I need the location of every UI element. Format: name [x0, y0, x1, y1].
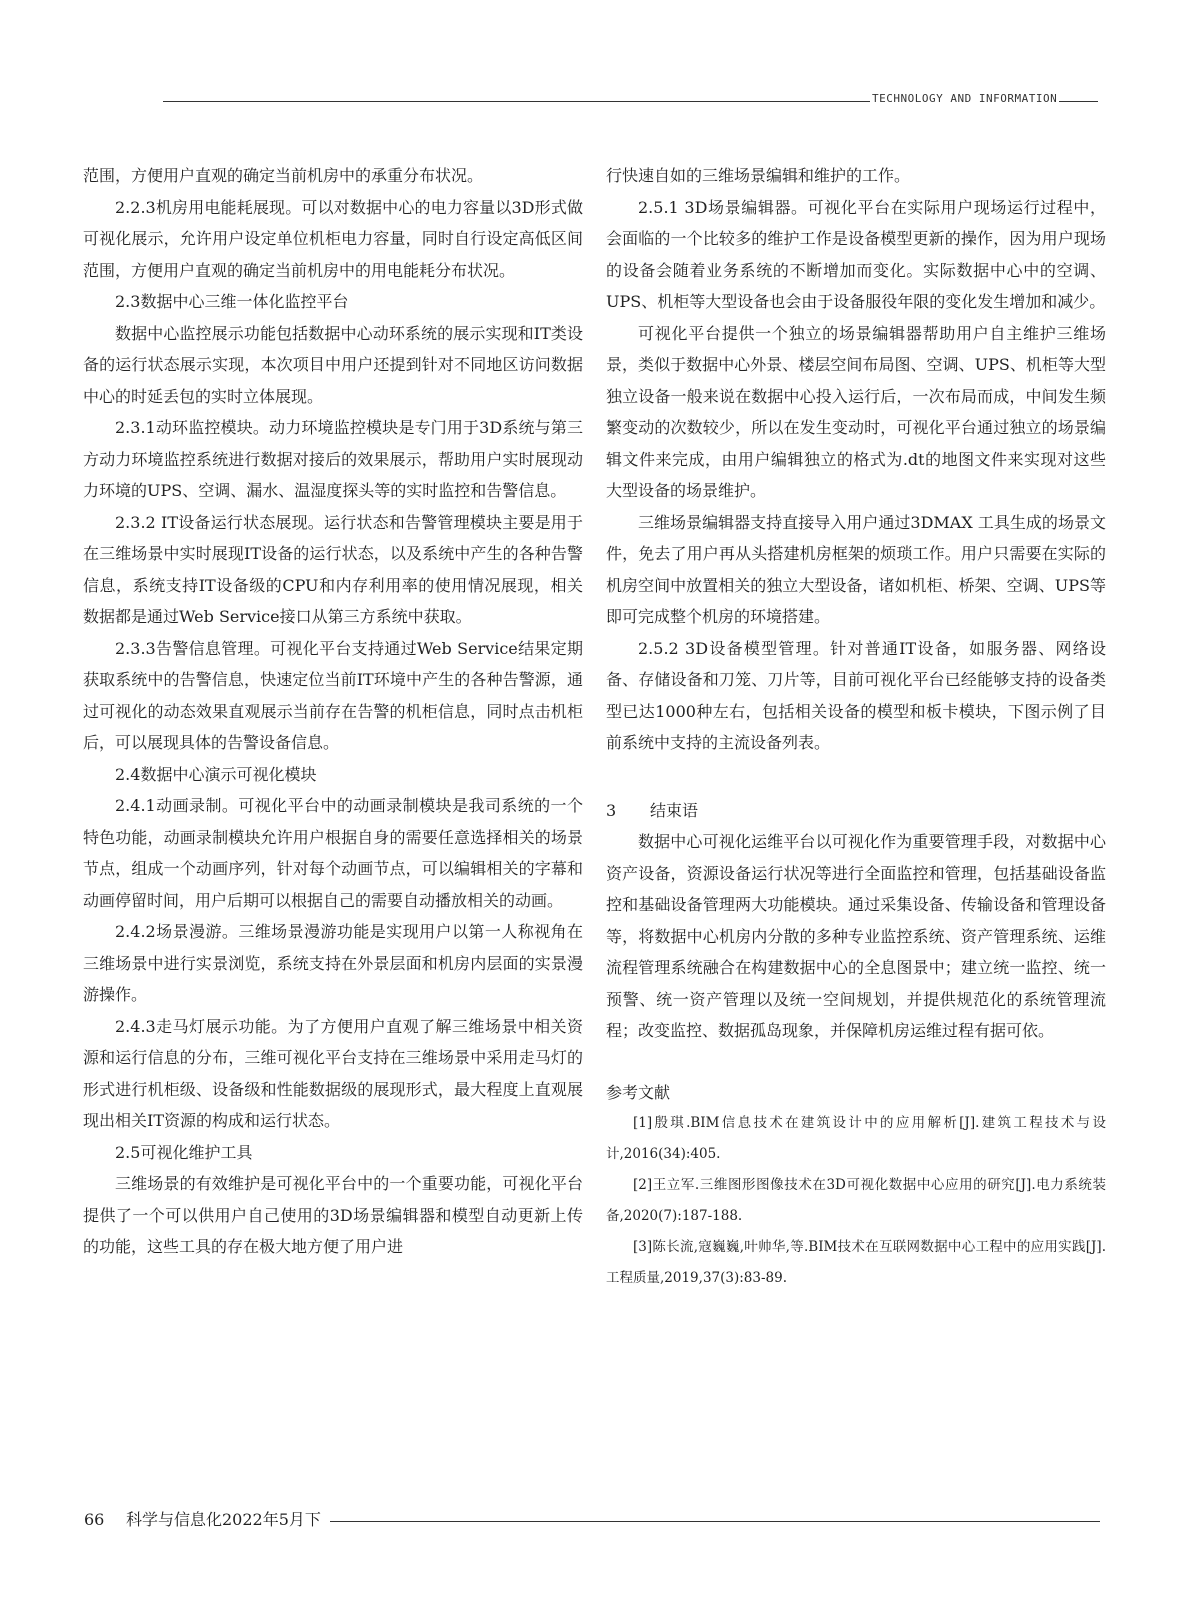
page-footer — [84, 1507, 321, 1530]
reference-item: [2]王立军.三维图形图像技术在3D可视化数据中心应用的研究[J].电力系统装备,2020(7):187-188. — [606, 1177, 1106, 1224]
right-column — [606, 160, 1106, 1294]
paragraph: 可视化平台提供一个独立的场景编辑器帮助用户自主维护三维场景，类似于数据中心外景、楼层空间布局图、空调、UPS、机柜等大型独立设备一般来说在数据中心投入运行后，一次布局而成，中间发生频繁变动的次数较少，所以在发生变动时，可视化平台通过独立的场景编辑文件来完成，由用户编辑独立的格式为.dt的地图文件来实现对这些大型设备的场景维护。 — [606, 323, 1106, 500]
conclusion-paragraph: 数据中心可视化运维平台以可视化作为重要管理手段，对数据中心资产设备，资源设备运行状况等进行全面监控和管理，包括基础设备监控和基础设备管理两大功能模块。通过采集设备、传输设备和管理设备等，将数据中心机房内分散的多种专业监控系统、资产管理系统、运维流程管理系统融合在构建数据中心的全息图景中；建立统一监控、统一预警、统一资产管理以及统一空间规划，并提供规范化的系统管理流程；改变监控、数据孤岛现象，并保障机房运维过程有据可依。 — [606, 832, 1106, 1040]
left-column — [83, 160, 583, 1263]
section-number: 3 — [606, 800, 617, 820]
paragraph: 三维场景的有效维护是可视化平台中的一个重要功能，可视化平台提供了一个可以供用户自己使用的3D场景编辑器和模型自动更新上传的功能，这些工具的存在极大地方便了用户进 — [83, 1174, 583, 1256]
paragraph: 三维场景编辑器支持直接导入用户通过3DMAX 工具生成的场景文件，免去了用户再从头搭建机房框架的烦琐工作。用户只需要在实际的机房空间中放置相关的独立大型设备，诸如机柜、桥架、空调、UPS等即可完成整个机房的环境搭建。 — [606, 512, 1106, 626]
reference-list — [606, 1108, 1106, 1294]
section-heading: 2.3数据中心三维一体化监控平台 — [115, 292, 349, 311]
footer-rule — [330, 1521, 1100, 1522]
paragraph: 2.5.2 3D设备模型管理。针对普通IT设备，如服务器、网络设备、存储设备和刀笼、刀片等，目前可视化平台已经能够支持的设备类型已达1000种左右，包括相关设备的模型和板卡模块，下图示例了目前系统中支持的主流设备列表。 — [606, 638, 1106, 752]
reference-item: [1]殷琪.BIM信息技术在建筑设计中的应用解析[J].建筑工程技术与设计,2016(34):405. — [606, 1115, 1106, 1162]
spacer — [606, 759, 1106, 795]
paragraph: 行快速自如的三维场景编辑和维护的工作。 — [606, 166, 911, 185]
paragraph: 2.3.3告警信息管理。可视化平台支持通过Web Service结果定期获取系统中的告警信息，快速定位当前IT环境中产生的各种告警源，通过可视化的动态效果直观展示当前存在告警的机柜信息，同时点击机柜后，可以展现具体的告警设备信息。 — [83, 638, 583, 752]
paragraph: 2.3.1动环监控模块。动力环境监控模块是专门用于3D系统与第三方动力环境监控系统进行数据对接后的效果展示，帮助用户实时展现动力环境的UPS、空调、漏水、温湿度探头等的实时监控和告警信息。 — [83, 418, 583, 500]
paragraph: 2.5.1 3D场景编辑器。可视化平台在实际用户现场运行过程中，会面临的一个比较多的维护工作是设备模型更新的操作，因为用户现场的设备会随着业务系统的不断增加而变化。实际数据中心中的空调、UPS、机柜等大型设备也会由于设备服役年限的变化发生增加和减少。 — [606, 197, 1106, 311]
section-heading: 2.4数据中心演示可视化模块 — [115, 764, 317, 784]
section-heading: 2.5可视化维护工具 — [115, 1142, 253, 1162]
section-title: 结束语 — [650, 800, 699, 820]
paragraph: 2.4.1动画录制。可视化平台中的动画录制模块是我司系统的一个特色功能，动画录制模块允许用户根据自身的需要任意选择相关的场景节点，组成一个动画序列，针对每个动画节点，可以编辑相关的字幕和动画停留时间，用户后期可以根据自己的需要自动播放相关的动画。 — [83, 796, 583, 910]
journal-header: TECHNOLOGY AND INFORMATION — [872, 92, 1058, 105]
paragraph: 2.3.2 IT设备运行状态展现。运行状态和告警管理模块主要是用于在三维场景中实时展现IT设备的运行状态，以及系统中产生的各种告警信息，系统支持IT设备级的CPU和内存利用率的使用情况展现，相关数据都是通过Web Service接口从第三方系统中获取。 — [83, 512, 583, 626]
conclusion-heading — [606, 795, 1106, 827]
paragraph: 2.4.2场景漫游。三维场景漫游功能是实现用户以第一人称视角在三维场景中进行实景浏览，系统支持在外景层面和机房内层面的实景漫游操作。 — [83, 922, 583, 1004]
page-number: 66 — [84, 1510, 105, 1529]
paragraph: 数据中心监控展示功能包括数据中心动环系统的展示实现和IT类设备的运行状态展示实现，本次项目中用户还提到针对不同地区访问数据中心的时延丢包的实时立体展现。 — [83, 323, 583, 406]
journal-issue: 科学与信息化2022年5月下 — [126, 1510, 321, 1529]
spacer — [606, 1047, 1106, 1077]
paragraph: 2.2.3机房用电能耗展现。可以对数据中心的电力容量以3D形式做可视化展示，允许用户设定单位机柜电力容量，同时自行设定高低区间范围，方便用户直观的确定当前机房中的用电能耗分布状况。 — [83, 197, 583, 280]
references-heading: 参考文献 — [606, 1082, 671, 1102]
paragraph: 范围，方便用户直观的确定当前机房中的承重分布状况。 — [83, 166, 484, 185]
paragraph: 2.4.3走马灯展示功能。为了方便用户直观了解三维场景中相关资源和运行信息的分布，三维可视化平台支持在三维场景中采用走马灯的形式进行机柜级、设备级和性能数据级的展现形式，最大程度上直观展现出相关IT资源的构成和运行状态。 — [83, 1016, 583, 1130]
reference-item: [3]陈长流,寇巍巍,叶帅华,等.BIM技术在互联网数据中心工程中的应用实践[J].工程质量,2019,37(3):83-89. — [606, 1239, 1106, 1286]
